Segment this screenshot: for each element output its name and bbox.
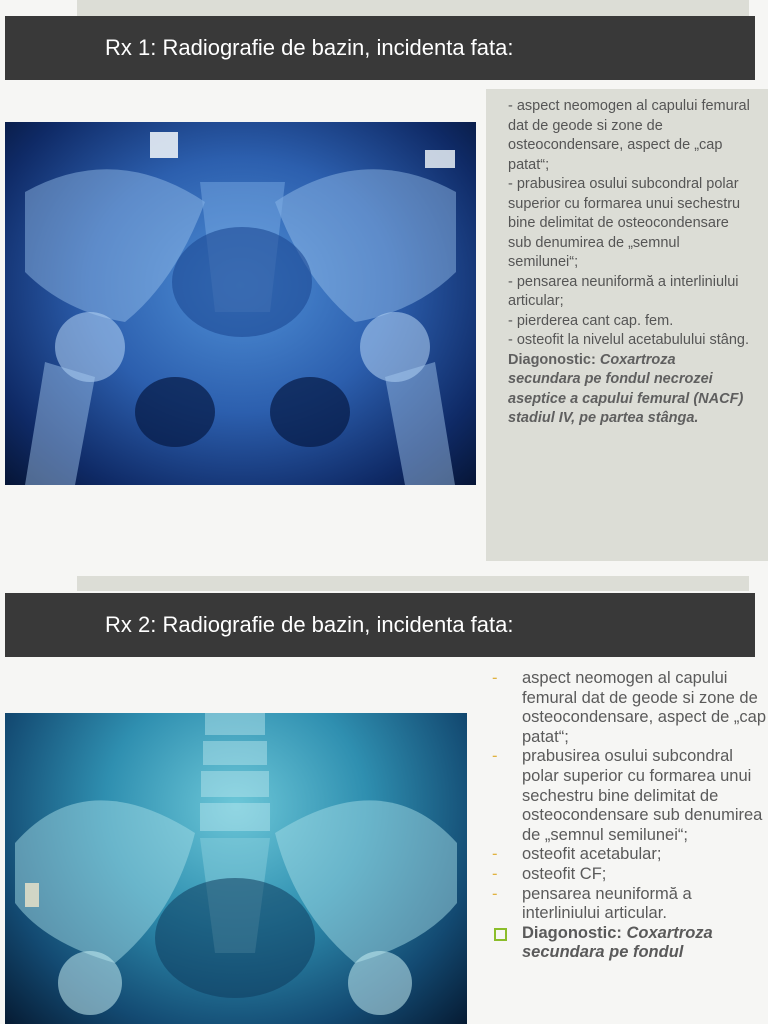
finding-item: - osteofit la nivelul acetabulului stâng. — [508, 332, 750, 348]
finding-item: - pensarea neuniformă a interliniului articular; — [508, 273, 739, 309]
diagnosis-text: Coxartroza secundara pe fondul necrozei aseptice a capului femural (NACF) stadiul IV, pe partea stânga. — [508, 351, 744, 426]
x-ray-pelvis-image-1 — [5, 122, 476, 485]
finding-item: - prabusirea osului subcondral polar superior cu formarea unui sechestru bine delimitat de osteocondensare sub denumirea de „semnul semilunei“; — [508, 176, 741, 270]
dash-bullet: - — [492, 845, 498, 864]
diagnosis-label: Diagonostic: — [522, 923, 627, 942]
dash-bullet: - — [492, 669, 498, 687]
slide-title: Rx 2: Radiografie de bazin, incidenta fata: — [5, 593, 755, 657]
list-item: - osteofit CF; — [492, 864, 607, 883]
dash-bullet: - — [492, 884, 498, 903]
finding-item: - pierderea cant cap. fem. — [508, 312, 674, 329]
finding-item: - aspect neomogen al capului femural dat de geode si zone de osteocondensare, aspect de „cap patat“; — [508, 98, 750, 173]
dash-bullet: - — [492, 864, 498, 883]
slide-title: Rx 1: Radiografie de bazin, incidenta fata: — [5, 16, 755, 80]
list-item: - prabusirea osului subcondral polar superior cu formarea unui sechestru bine delimitat de osteocondensare sub denumirea de „semnul semilunei“; — [492, 747, 763, 844]
x-ray-pelvis-image-2 — [5, 713, 467, 1024]
slide-top-band — [77, 0, 749, 16]
dash-bullet: - — [492, 747, 498, 766]
list-item: - aspect neomogen al capului femural dat de geode si zone de osteocondensare, aspect de „cap patat“; — [492, 669, 766, 746]
x-ray-pelvis-icon — [5, 122, 476, 485]
list-item: - osteofit acetabular; — [492, 845, 662, 864]
diagnosis — [508, 351, 750, 429]
list-item: - pensarea neuniformă a interliniului articular. — [492, 884, 692, 923]
slide-top-band — [77, 576, 749, 591]
slide-2 — [0, 576, 768, 1024]
findings-panel — [486, 89, 768, 561]
x-ray-spine-pelvis-icon — [5, 713, 467, 1024]
diagnosis-text: Coxartroza secundara pe fondul — [522, 923, 713, 962]
square-bullet-icon — [494, 928, 507, 941]
diagnosis — [488, 924, 766, 963]
findings-list — [488, 669, 766, 963]
diagnosis-label: Diagonostic: — [508, 351, 600, 368]
